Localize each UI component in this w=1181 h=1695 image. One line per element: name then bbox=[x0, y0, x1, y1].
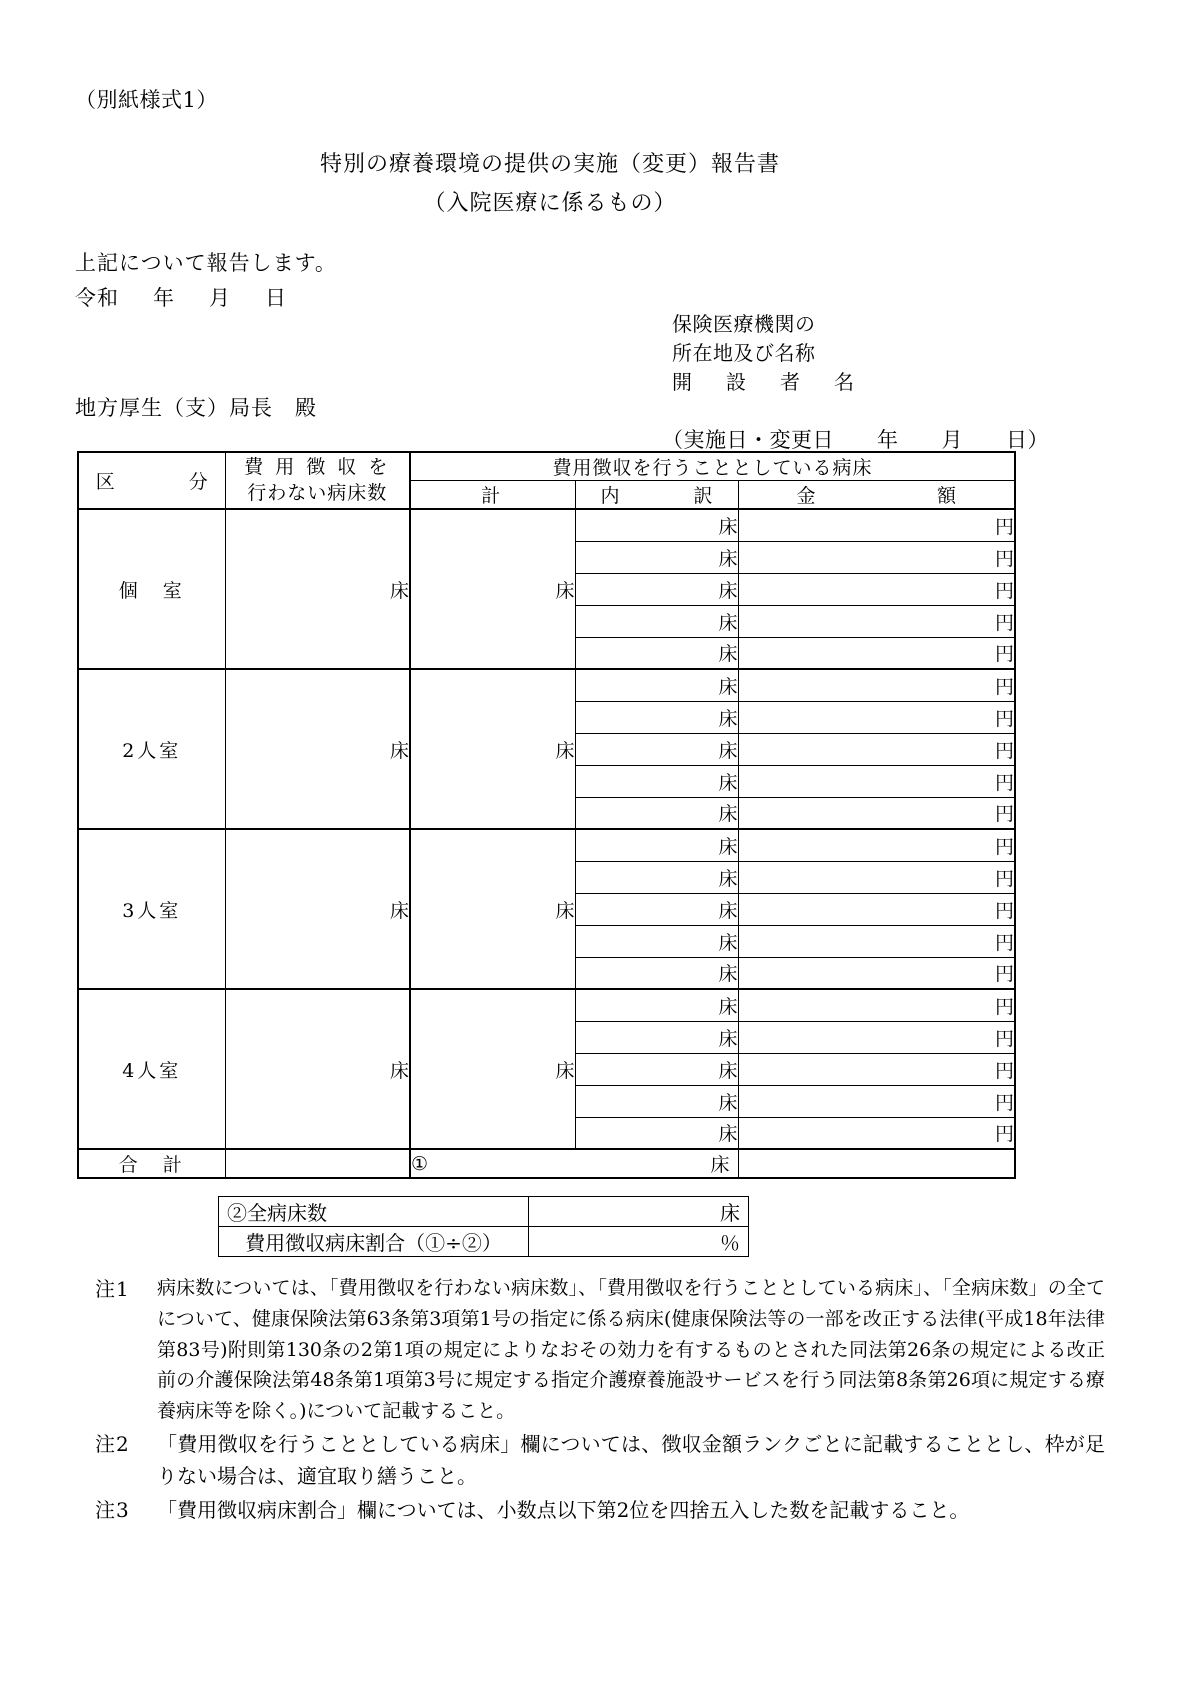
breakdown-beds-value bbox=[575, 925, 738, 957]
month-unit: 月 bbox=[209, 286, 231, 310]
note-item bbox=[95, 1428, 1105, 1493]
total-row-amount bbox=[738, 1149, 1015, 1178]
unit-yen: 円 bbox=[995, 739, 1015, 762]
breakdown-beds-value bbox=[575, 797, 738, 829]
group-label-3: 3人室 bbox=[78, 829, 225, 989]
unit-bed: 床 bbox=[718, 771, 738, 794]
era-label: 令和 bbox=[75, 286, 119, 310]
header-amount-gaku: 額 bbox=[937, 485, 957, 507]
note-text-2: 「費用徴収を行うこととしている病床」欄については、徴収金額ランクごとに記載することとし、枠が足りない場合は、適宜取り繕うこと。 bbox=[157, 1431, 1105, 1489]
header-amount-kin: 金 bbox=[796, 485, 816, 507]
amount-value bbox=[738, 797, 1015, 829]
unit-bed: 床 bbox=[718, 963, 738, 986]
breakdown-beds-value bbox=[575, 989, 738, 1021]
summary-value-total-beds: 床 bbox=[529, 1197, 749, 1227]
total-beds-value-4 bbox=[410, 989, 575, 1149]
table-row bbox=[78, 509, 1015, 541]
unit-bed: 床 bbox=[718, 611, 738, 634]
unit-yen: 円 bbox=[995, 995, 1015, 1018]
breakdown-beds-value bbox=[575, 893, 738, 925]
amount-value bbox=[738, 573, 1015, 605]
unit-bed: 床 bbox=[718, 1123, 738, 1146]
header-no-charge-beds-line2: 行わない病床数 bbox=[247, 481, 388, 504]
amount-value bbox=[738, 733, 1015, 765]
header-breakdown: 内 訳 bbox=[575, 481, 738, 510]
bed-charge-table bbox=[77, 451, 1016, 1179]
no-charge-beds-value-1 bbox=[225, 509, 410, 669]
organization-line-3: 開 設 者 名 bbox=[672, 370, 861, 394]
unit-bed: 床 bbox=[718, 643, 738, 666]
unit-bed: 床 bbox=[718, 707, 738, 730]
amount-value bbox=[738, 1117, 1015, 1149]
summary-row-ratio bbox=[219, 1227, 749, 1257]
note-text-1: 病床数については、「費用徴収を行わない病床数」、「費用徴収を行うこととしている病床」、「全病床数」の全てについて、健康保険法第63条第3項第1号の指定に係る病床(健康保険法等の一部を改正する法律(平成18年法律第83号)附則第130条の2第1項の規定によりなおその効力を有するものとされた同法第26条の規定による改正前の介護保険法第48条第1項第3号に規定する指定介護療養施設サービスを行う同法第8条第26項に規定する療養病床等を除く。)について記載すること。 bbox=[157, 1277, 1105, 1423]
breakdown-beds-value bbox=[575, 637, 738, 669]
unit-bed: 床 bbox=[718, 995, 738, 1018]
page-title: 特別の療養環境の提供の実施（変更）報告書 bbox=[319, 152, 780, 177]
total-beds-value-3 bbox=[410, 829, 575, 989]
unit-yen: 円 bbox=[995, 771, 1015, 794]
breakdown-beds-value bbox=[575, 861, 738, 893]
breakdown-beds-value bbox=[575, 701, 738, 733]
summary-row-total-beds bbox=[219, 1197, 749, 1227]
unit-yen: 円 bbox=[995, 1123, 1015, 1146]
total-beds-value-2 bbox=[410, 669, 575, 829]
amount-value bbox=[738, 605, 1015, 637]
summary-value-ratio: ％ bbox=[529, 1227, 749, 1257]
unit-yen: 円 bbox=[995, 1027, 1015, 1050]
breakdown-beds-value bbox=[575, 733, 738, 765]
amount-value bbox=[738, 893, 1015, 925]
header-no-charge-beds bbox=[225, 452, 410, 509]
unit-bed: 床 bbox=[555, 739, 575, 762]
unit-bed: 床 bbox=[389, 739, 409, 762]
unit-bed: 床 bbox=[718, 1091, 738, 1114]
note-item bbox=[95, 1494, 1105, 1526]
no-charge-beds-value-4 bbox=[225, 989, 410, 1149]
table-row bbox=[78, 829, 1015, 861]
unit-bed: 床 bbox=[555, 1059, 575, 1082]
day-unit: 日 bbox=[265, 286, 287, 310]
header-no-charge-beds-line1: 費 用 徴 収 を bbox=[244, 455, 391, 478]
total-beds-value-1 bbox=[410, 509, 575, 669]
header-total: 計 bbox=[410, 481, 575, 510]
table-row bbox=[78, 989, 1015, 1021]
implementation-date-line: （実施日・変更日 年 月 日） bbox=[662, 428, 1049, 452]
unit-bed: 床 bbox=[718, 515, 738, 538]
amount-value bbox=[738, 1021, 1015, 1053]
note-text-3: 「費用徴収病床割合」欄については、小数点以下第2位を四捨五入した数を記載すること。 bbox=[157, 1497, 970, 1522]
unit-bed: 床 bbox=[718, 547, 738, 570]
group-label-4: 4人室 bbox=[78, 989, 225, 1149]
breakdown-beds-value bbox=[575, 1021, 738, 1053]
header-amount bbox=[738, 481, 1015, 510]
note-tag-2: 注2 bbox=[95, 1431, 130, 1456]
breakdown-beds-value bbox=[575, 669, 738, 701]
unit-bed: 床 bbox=[718, 867, 738, 890]
year-unit: 年 bbox=[153, 286, 175, 310]
note-item bbox=[95, 1273, 1105, 1427]
amount-value bbox=[738, 701, 1015, 733]
unit-bed: 床 bbox=[389, 579, 409, 602]
table-row bbox=[78, 669, 1015, 701]
note-tag-1: 注1 bbox=[95, 1277, 130, 1301]
organization-block bbox=[672, 310, 861, 397]
unit-yen: 円 bbox=[995, 803, 1015, 826]
unit-yen: 円 bbox=[995, 931, 1015, 954]
unit-bed: 床 bbox=[718, 1027, 738, 1050]
table-total-row bbox=[78, 1149, 1015, 1178]
unit-yen: 円 bbox=[995, 707, 1015, 730]
unit-yen: 円 bbox=[995, 643, 1015, 666]
table-header-row-1 bbox=[78, 452, 1015, 481]
unit-yen: 円 bbox=[995, 835, 1015, 858]
amount-value bbox=[738, 509, 1015, 541]
unit-yen: 円 bbox=[995, 1091, 1015, 1114]
unit-yen: 円 bbox=[995, 1059, 1015, 1082]
title-block bbox=[0, 148, 1100, 220]
amount-value bbox=[738, 957, 1015, 989]
group-label-2: 2人室 bbox=[78, 669, 225, 829]
breakdown-beds-value bbox=[575, 1117, 738, 1149]
total-row-label: 合 計 bbox=[78, 1149, 225, 1178]
unit-bed: 床 bbox=[389, 899, 409, 922]
note-tag-3: 注3 bbox=[95, 1497, 130, 1522]
unit-bed: 床 bbox=[718, 931, 738, 954]
unit-bed: 床 bbox=[718, 899, 738, 922]
breakdown-beds-value bbox=[575, 829, 738, 861]
no-charge-beds-value-3 bbox=[225, 829, 410, 989]
amount-value bbox=[738, 637, 1015, 669]
unit-bed: 床 bbox=[718, 1059, 738, 1082]
amount-value bbox=[738, 669, 1015, 701]
unit-yen: 円 bbox=[995, 675, 1015, 698]
amount-value bbox=[738, 829, 1015, 861]
breakdown-beds-value bbox=[575, 573, 738, 605]
unit-bed: 床 bbox=[710, 1154, 730, 1176]
unit-bed: 床 bbox=[555, 579, 575, 602]
breakdown-beds-value bbox=[575, 1053, 738, 1085]
header-kubun: 区 分 bbox=[78, 452, 225, 509]
total-marker-1: ① bbox=[411, 1152, 429, 1175]
breakdown-beds-value bbox=[575, 765, 738, 797]
organization-line-1: 保険医療機関の bbox=[672, 312, 816, 336]
no-charge-beds-value-2 bbox=[225, 669, 410, 829]
unit-bed: 床 bbox=[718, 803, 738, 826]
form-number: （別紙様式1） bbox=[75, 88, 218, 112]
amount-value bbox=[738, 1085, 1015, 1117]
breakdown-beds-value bbox=[575, 605, 738, 637]
addressee: 地方厚生（支）局長 殿 bbox=[75, 396, 317, 420]
unit-yen: 円 bbox=[995, 547, 1015, 570]
unit-bed: 床 bbox=[718, 579, 738, 602]
total-row-no-charge bbox=[225, 1149, 410, 1178]
unit-yen: 円 bbox=[995, 611, 1015, 634]
amount-value bbox=[738, 765, 1015, 797]
summary-table bbox=[218, 1196, 749, 1257]
unit-yen: 円 bbox=[995, 963, 1015, 986]
breakdown-beds-value bbox=[575, 957, 738, 989]
page-subtitle: （入院医療に係るもの） bbox=[423, 191, 677, 216]
submission-date-line bbox=[75, 282, 287, 312]
unit-bed: 床 bbox=[718, 835, 738, 858]
total-row-marker-cell bbox=[410, 1149, 738, 1178]
summary-label-ratio: 費用徴収病床割合（①÷②） bbox=[219, 1227, 529, 1257]
summary-label-total-beds: ②全病床数 bbox=[219, 1197, 529, 1227]
organization-line-2: 所在地及び名称 bbox=[672, 341, 816, 365]
amount-value bbox=[738, 861, 1015, 893]
breakdown-beds-value bbox=[575, 509, 738, 541]
amount-value bbox=[738, 1053, 1015, 1085]
report-statement: 上記について報告します。 bbox=[75, 251, 337, 275]
amount-value bbox=[738, 541, 1015, 573]
amount-value bbox=[738, 925, 1015, 957]
notes-section bbox=[95, 1273, 1105, 1527]
amount-value bbox=[738, 989, 1015, 1021]
unit-yen: 円 bbox=[995, 867, 1015, 890]
unit-bed: 床 bbox=[555, 899, 575, 922]
unit-yen: 円 bbox=[995, 579, 1015, 602]
header-charged-beds: 費用徴収を行うこととしている病床 bbox=[410, 452, 1015, 481]
breakdown-beds-value bbox=[575, 541, 738, 573]
unit-bed: 床 bbox=[718, 675, 738, 698]
group-label-1: 個 室 bbox=[78, 509, 225, 669]
unit-bed: 床 bbox=[718, 739, 738, 762]
breakdown-beds-value bbox=[575, 1085, 738, 1117]
unit-yen: 円 bbox=[995, 899, 1015, 922]
unit-yen: 円 bbox=[995, 515, 1015, 538]
unit-bed: 床 bbox=[389, 1059, 409, 1082]
